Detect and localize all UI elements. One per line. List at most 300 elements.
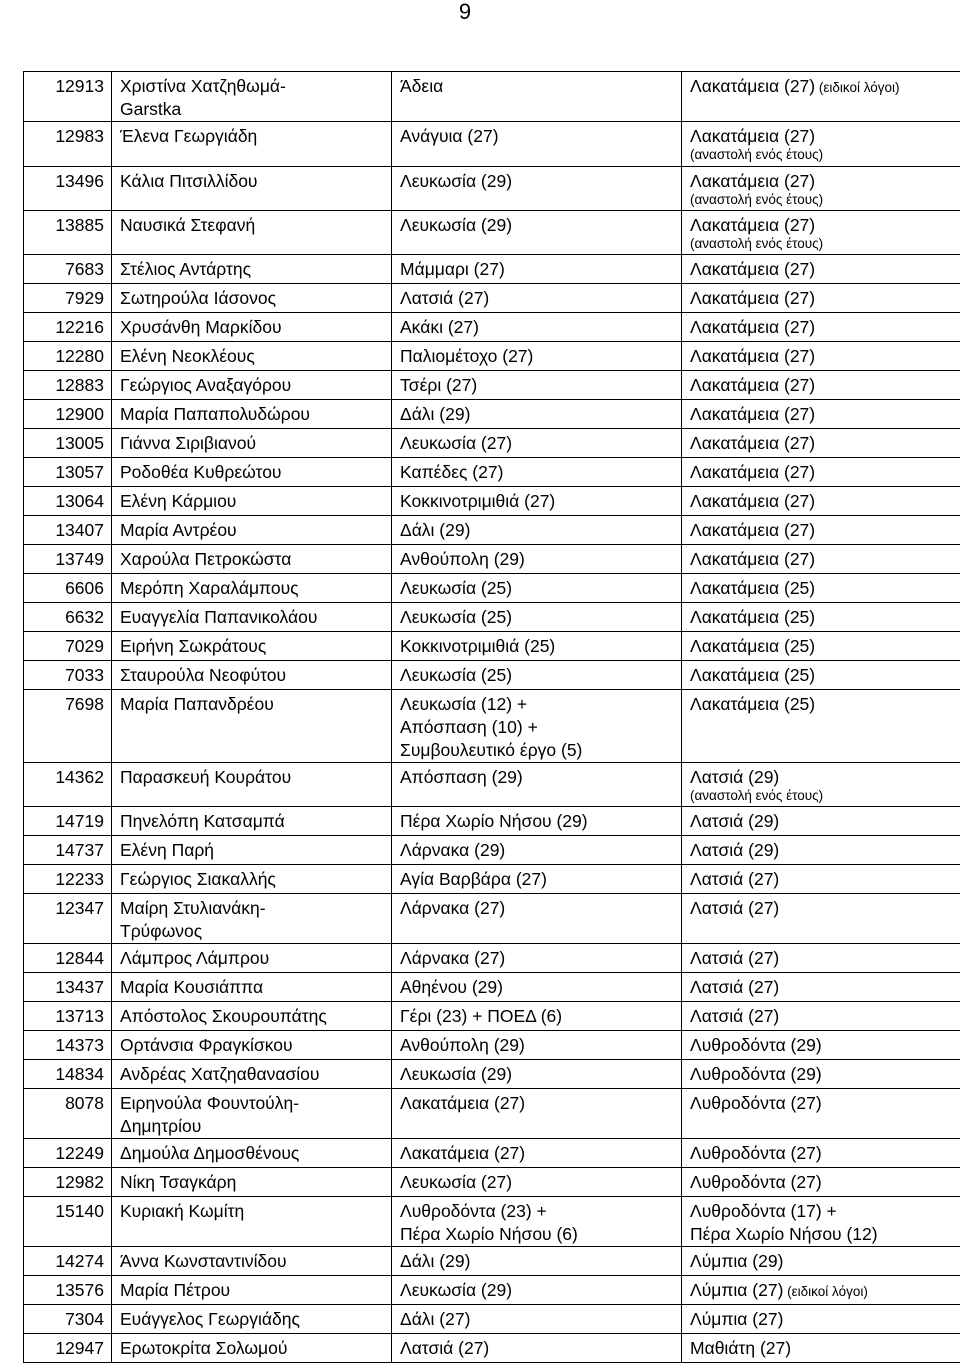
name-line: Ορτάνσια Φραγκίσκου [120,1034,391,1057]
to-school-cell [682,516,960,545]
from-school-cell [392,574,682,603]
from-line: Λακατάμεια (27) [400,1092,681,1115]
table-row [24,342,960,371]
name-line: Ειρηνούλα Φουντούλη- [120,1092,391,1115]
from-school-cell [392,1168,682,1197]
to-line: Λακατάμεια (27) [690,214,960,237]
table-row [24,1168,960,1197]
name-cell [112,284,392,313]
from-school-cell [392,545,682,574]
table-row [24,516,960,545]
table-row [24,1139,960,1168]
table-row [24,429,960,458]
name-line: Ανδρέας Χατζηαθανασίου [120,1063,391,1086]
table-row [24,167,960,211]
table-row [24,690,960,763]
from-school-cell [392,167,682,211]
from-line: Τσέρι (27) [400,374,681,397]
name-cell [112,690,392,763]
name-line: Ναυσικά Στεφανή [120,214,391,237]
employee-id-cell: 12844 [24,944,112,973]
table-row [24,1060,960,1089]
from-line: Λευκωσία (25) [400,664,681,687]
name-cell [112,661,392,690]
table-row [24,371,960,400]
to-school-cell [682,400,960,429]
from-school-cell [392,458,682,487]
table-row [24,1089,960,1139]
to-line: Λατσιά (27) [690,976,960,999]
table-row [24,1247,960,1276]
name-cell [112,1197,392,1247]
from-school-cell [392,72,682,122]
to-school-cell [682,167,960,211]
table-row [24,836,960,865]
from-line: Δάλι (29) [400,519,681,542]
to-school-cell [682,865,960,894]
to-school-cell [682,1276,960,1305]
employee-id-cell: 12947 [24,1334,112,1363]
to-line: Λυθροδόντα (29) [690,1034,960,1057]
employee-id-cell: 7698 [24,690,112,763]
name-line: Γεώργιος Σιακαλλής [120,868,391,891]
from-line: Δάλι (27) [400,1308,681,1331]
employee-id-cell: 14274 [24,1247,112,1276]
special-reason-note: (ειδικοί λόγοι) [783,1284,867,1299]
employee-id-cell: 13057 [24,458,112,487]
from-school-cell [392,807,682,836]
to-line: Λακατάμεια (25) [690,635,960,658]
employee-id-cell: 14373 [24,1031,112,1060]
employee-id-cell: 12983 [24,122,112,167]
from-school-cell [392,1060,682,1089]
employee-id-cell: 13496 [24,167,112,211]
name-line: Σωτηρούλα Ιάσονος [120,287,391,310]
employee-id-cell: 7033 [24,661,112,690]
suspension-note: (αναστολή ενός έτους) [690,147,960,162]
name-cell [112,603,392,632]
to-school-cell [682,836,960,865]
to-line: Λακατάμεια (27) (ειδικοί λόγοι) [690,75,960,98]
to-line: Λακατάμεια (25) [690,606,960,629]
employee-id-cell: 7683 [24,255,112,284]
employee-id-cell: 14362 [24,763,112,807]
table-row [24,661,960,690]
from-line: Παλιομέτοχο (27) [400,345,681,368]
to-school-cell [682,72,960,122]
table-row [24,632,960,661]
from-school-cell [392,487,682,516]
employee-id-cell: 7929 [24,284,112,313]
to-school-cell [682,1305,960,1334]
employee-id-cell: 7029 [24,632,112,661]
from-school-cell [392,1247,682,1276]
from-school-cell [392,211,682,255]
from-line: Λευκωσία (27) [400,1171,681,1194]
suspension-note: (αναστολή ενός έτους) [690,236,960,251]
to-school-cell [682,944,960,973]
name-line: Ροδοθέα Κυθρεώτου [120,461,391,484]
name-line: Ερωτοκρίτα Σολωμού [120,1337,391,1360]
name-cell [112,211,392,255]
from-school-cell [392,516,682,545]
from-school-cell [392,603,682,632]
to-school-cell [682,284,960,313]
to-line: Λακατάμεια (27) [690,345,960,368]
to-school-cell [682,342,960,371]
employee-id-cell: 12280 [24,342,112,371]
from-line: Λάρνακα (27) [400,897,681,920]
table-row [24,894,960,944]
from-school-cell [392,255,682,284]
to-line: Λυθροδόντα (27) [690,1092,960,1115]
to-school-cell [682,487,960,516]
to-line: Λύμπια (29) [690,1250,960,1273]
table-row [24,763,960,807]
name-cell [112,516,392,545]
to-line: Λακατάμεια (25) [690,693,960,716]
name-line: Τρύφωνος [120,920,391,943]
to-line: Λυθροδόντα (27) [690,1142,960,1165]
from-line: Ανάγυια (27) [400,125,681,148]
from-school-cell [392,1031,682,1060]
from-line: Λευκωσία (29) [400,170,681,193]
name-line: Ευαγγελία Παπανικολάου [120,606,391,629]
to-line: Λυθροδόντα (29) [690,1063,960,1086]
employee-id-cell: 14737 [24,836,112,865]
from-line: Λάρνακα (27) [400,947,681,970]
to-school-cell [682,211,960,255]
name-line: Γεώργιος Αναξαγόρου [120,374,391,397]
suspension-note: (αναστολή ενός έτους) [690,192,960,207]
to-line: Λυθροδόντα (27) [690,1171,960,1194]
from-line: Λατσιά (27) [400,287,681,310]
from-line: Πέρα Χωρίο Νήσου (6) [400,1223,681,1246]
to-school-cell [682,661,960,690]
employee-id-cell: 13437 [24,973,112,1002]
name-line: Σταυρούλα Νεοφύτου [120,664,391,687]
name-line: Πηνελόπη Κατσαμπά [120,810,391,833]
to-line: Λακατάμεια (27) [690,519,960,542]
employee-id-cell: 13064 [24,487,112,516]
name-cell [112,72,392,122]
from-school-cell [392,284,682,313]
table-row [24,72,960,122]
to-line: Λακατάμεια (27) [690,374,960,397]
from-line: Άδεια [400,75,681,98]
table-row [24,807,960,836]
to-school-cell [682,632,960,661]
from-school-cell [392,661,682,690]
to-school-cell [682,1031,960,1060]
table-row [24,400,960,429]
to-line: Λύμπια (27) (ειδικοί λόγοι) [690,1279,960,1302]
name-line: Άννα Κωνσταντινίδου [120,1250,391,1273]
to-line: Λακατάμεια (27) [690,432,960,455]
name-cell [112,973,392,1002]
employee-id-cell: 13713 [24,1002,112,1031]
to-line: Λακατάμεια (27) [690,125,960,148]
name-line: Χαρούλα Πετροκώστα [120,548,391,571]
to-school-cell [682,1334,960,1363]
name-cell [112,371,392,400]
from-school-cell [392,122,682,167]
to-line: Λακατάμεια (25) [690,664,960,687]
from-line: Μάμμαρι (27) [400,258,681,281]
table-row [24,284,960,313]
to-school-cell [682,313,960,342]
to-school-cell [682,458,960,487]
table-row [24,1276,960,1305]
employee-id-cell: 12982 [24,1168,112,1197]
name-line: Έλενα Γεωργιάδη [120,125,391,148]
name-line: Χριστίνα Χατζηθωμά- [120,75,391,98]
from-school-cell [392,632,682,661]
from-school-cell [392,1139,682,1168]
name-line: Μαίρη Στυλιανάκη- [120,897,391,920]
from-line: Γέρι (23) + ΠΟΕΔ (6) [400,1005,681,1028]
from-school-cell [392,342,682,371]
name-line: Απόστολος Σκουρουπάτης [120,1005,391,1028]
name-cell [112,122,392,167]
name-cell [112,1168,392,1197]
to-school-cell [682,1089,960,1139]
from-school-cell [392,865,682,894]
from-line: Λευκωσία (12) + [400,693,681,716]
to-line: Λατσιά (27) [690,897,960,920]
name-cell [112,342,392,371]
to-school-cell [682,807,960,836]
from-school-cell [392,400,682,429]
name-line: Γιάννα Σιριβιανού [120,432,391,455]
from-school-cell [392,836,682,865]
to-school-cell [682,1139,960,1168]
from-line: Κοκκινοτριμιθιά (25) [400,635,681,658]
from-line: Συμβουλευτικό έργο (5) [400,739,681,762]
name-line: Ελένη Κάρμιου [120,490,391,513]
from-school-cell [392,690,682,763]
from-line: Ακάκι (27) [400,316,681,339]
special-reason-note: (ειδικοί λόγοι) [815,80,899,95]
to-line: Λακατάμεια (27) [690,316,960,339]
to-line: Λακατάμεια (27) [690,258,960,281]
to-line: Λατσιά (29) [690,766,960,789]
to-line: Λακατάμεια (27) [690,548,960,571]
from-school-cell [392,1334,682,1363]
table-body [24,72,960,1363]
name-cell [112,865,392,894]
from-school-cell [392,763,682,807]
from-line: Ανθούπολη (29) [400,548,681,571]
table-row [24,487,960,516]
name-cell [112,255,392,284]
employee-id-cell: 6632 [24,603,112,632]
name-cell [112,1031,392,1060]
from-school-cell [392,973,682,1002]
employee-id-cell: 8078 [24,1089,112,1139]
to-school-cell [682,603,960,632]
name-line: Κάλια Πιτσιλλίδου [120,170,391,193]
from-line: Δάλι (29) [400,1250,681,1273]
suspension-note: (αναστολή ενός έτους) [690,788,960,803]
to-school-cell [682,255,960,284]
table-row [24,313,960,342]
name-cell [112,400,392,429]
to-line: Λατσιά (27) [690,947,960,970]
name-cell [112,313,392,342]
name-line: Μαρία Παπαπολυδώρου [120,403,391,426]
name-cell [112,487,392,516]
to-school-cell [682,1060,960,1089]
to-school-cell [682,1002,960,1031]
from-school-cell [392,1089,682,1139]
name-line: Ελένη Νεοκλέους [120,345,391,368]
name-line: Κυριακή Κωμίτη [120,1200,391,1223]
name-line: Παρασκευή Κουράτου [120,766,391,789]
to-line: Λακατάμεια (27) [690,287,960,310]
table-row [24,458,960,487]
name-cell [112,836,392,865]
employee-id-cell: 13885 [24,211,112,255]
to-school-cell [682,574,960,603]
to-line: Μαθιάτη (27) [690,1337,960,1360]
to-school-cell [682,973,960,1002]
to-school-cell [682,690,960,763]
name-line: Μαρία Παπανδρέου [120,693,391,716]
name-line: Μαρία Πέτρου [120,1279,391,1302]
name-line: Δημητρίου [120,1115,391,1138]
to-line: Λατσιά (27) [690,1005,960,1028]
employee-id-cell: 13005 [24,429,112,458]
to-line: Λακατάμεια (27) [690,170,960,193]
employee-id-cell: 12347 [24,894,112,944]
name-line: Ελένη Παρή [120,839,391,862]
employee-id-cell: 12883 [24,371,112,400]
name-line: Μαρία Αντρέου [120,519,391,542]
name-line: Δημούλα Δημοσθένους [120,1142,391,1165]
table-row [24,1002,960,1031]
table-row [24,255,960,284]
from-line: Ανθούπολη (29) [400,1034,681,1057]
employee-id-cell: 14834 [24,1060,112,1089]
employee-id-cell: 12233 [24,865,112,894]
page-number: 9 [0,0,930,24]
from-line: Λευκωσία (29) [400,1063,681,1086]
name-cell [112,545,392,574]
to-line: Λύμπια (27) [690,1308,960,1331]
table-row [24,1305,960,1334]
to-line: Λατσιά (27) [690,868,960,891]
name-cell [112,894,392,944]
to-line: Λατσιά (29) [690,810,960,833]
from-line: Πέρα Χωρίο Νήσου (29) [400,810,681,833]
table-row [24,603,960,632]
to-line: Λακατάμεια (27) [690,403,960,426]
to-line: Λακατάμεια (27) [690,461,960,484]
employee-id-cell: 13576 [24,1276,112,1305]
to-school-cell [682,122,960,167]
from-line: Αθηένου (29) [400,976,681,999]
name-cell [112,1334,392,1363]
from-line: Απόσπαση (29) [400,766,681,789]
from-school-cell [392,429,682,458]
from-line: Λευκωσία (29) [400,1279,681,1302]
table-row [24,1031,960,1060]
employee-id-cell: 12900 [24,400,112,429]
employee-id-cell: 12913 [24,72,112,122]
employee-id-cell: 12249 [24,1139,112,1168]
name-cell [112,1060,392,1089]
name-cell [112,1089,392,1139]
name-line: Νίκη Τσαγκάρη [120,1171,391,1194]
from-line: Λακατάμεια (27) [400,1142,681,1165]
table-row [24,944,960,973]
name-line: Μερόπη Χαραλάμπους [120,577,391,600]
name-cell [112,807,392,836]
from-line: Δάλι (29) [400,403,681,426]
name-line: Ευάγγελος Γεωργιάδης [120,1308,391,1331]
from-school-cell [392,1002,682,1031]
name-line: Ειρήνη Σωκράτους [120,635,391,658]
name-cell [112,1139,392,1168]
table-row [24,1334,960,1363]
to-school-cell [682,894,960,944]
from-school-cell [392,313,682,342]
to-line: Λακατάμεια (27) [690,490,960,513]
to-school-cell [682,1168,960,1197]
to-line: Πέρα Χωρίο Νήσου (12) [690,1223,960,1246]
name-cell [112,574,392,603]
from-line: Καπέδες (27) [400,461,681,484]
from-school-cell [392,371,682,400]
name-cell [112,458,392,487]
name-cell [112,1002,392,1031]
name-cell [112,763,392,807]
table-row [24,1197,960,1247]
table-row [24,122,960,167]
employee-id-cell: 6606 [24,574,112,603]
to-school-cell [682,1247,960,1276]
from-school-cell [392,944,682,973]
name-line: Μαρία Κουσιάππα [120,976,391,999]
name-line: Χρυσάνθη Μαρκίδου [120,316,391,339]
transfers-table [23,71,960,1363]
name-cell [112,632,392,661]
to-school-cell [682,545,960,574]
table-row [24,574,960,603]
from-line: Αγία Βαρβάρα (27) [400,868,681,891]
name-cell [112,429,392,458]
from-line: Λευκωσία (25) [400,577,681,600]
name-cell [112,1276,392,1305]
employee-id-cell: 7304 [24,1305,112,1334]
name-cell [112,1305,392,1334]
name-line: Λάμπρος Λάμπρου [120,947,391,970]
to-line: Λακατάμεια (25) [690,577,960,600]
from-school-cell [392,894,682,944]
name-cell [112,944,392,973]
employee-id-cell: 14719 [24,807,112,836]
table-row [24,545,960,574]
name-line: Garstka [120,98,391,121]
from-line: Λευκωσία (29) [400,214,681,237]
from-line: Λευκωσία (27) [400,432,681,455]
to-line: Λατσιά (29) [690,839,960,862]
table-row [24,865,960,894]
from-line: Λυθροδόντα (23) + [400,1200,681,1223]
from-line: Λευκωσία (25) [400,606,681,629]
from-line: Λάρνακα (29) [400,839,681,862]
